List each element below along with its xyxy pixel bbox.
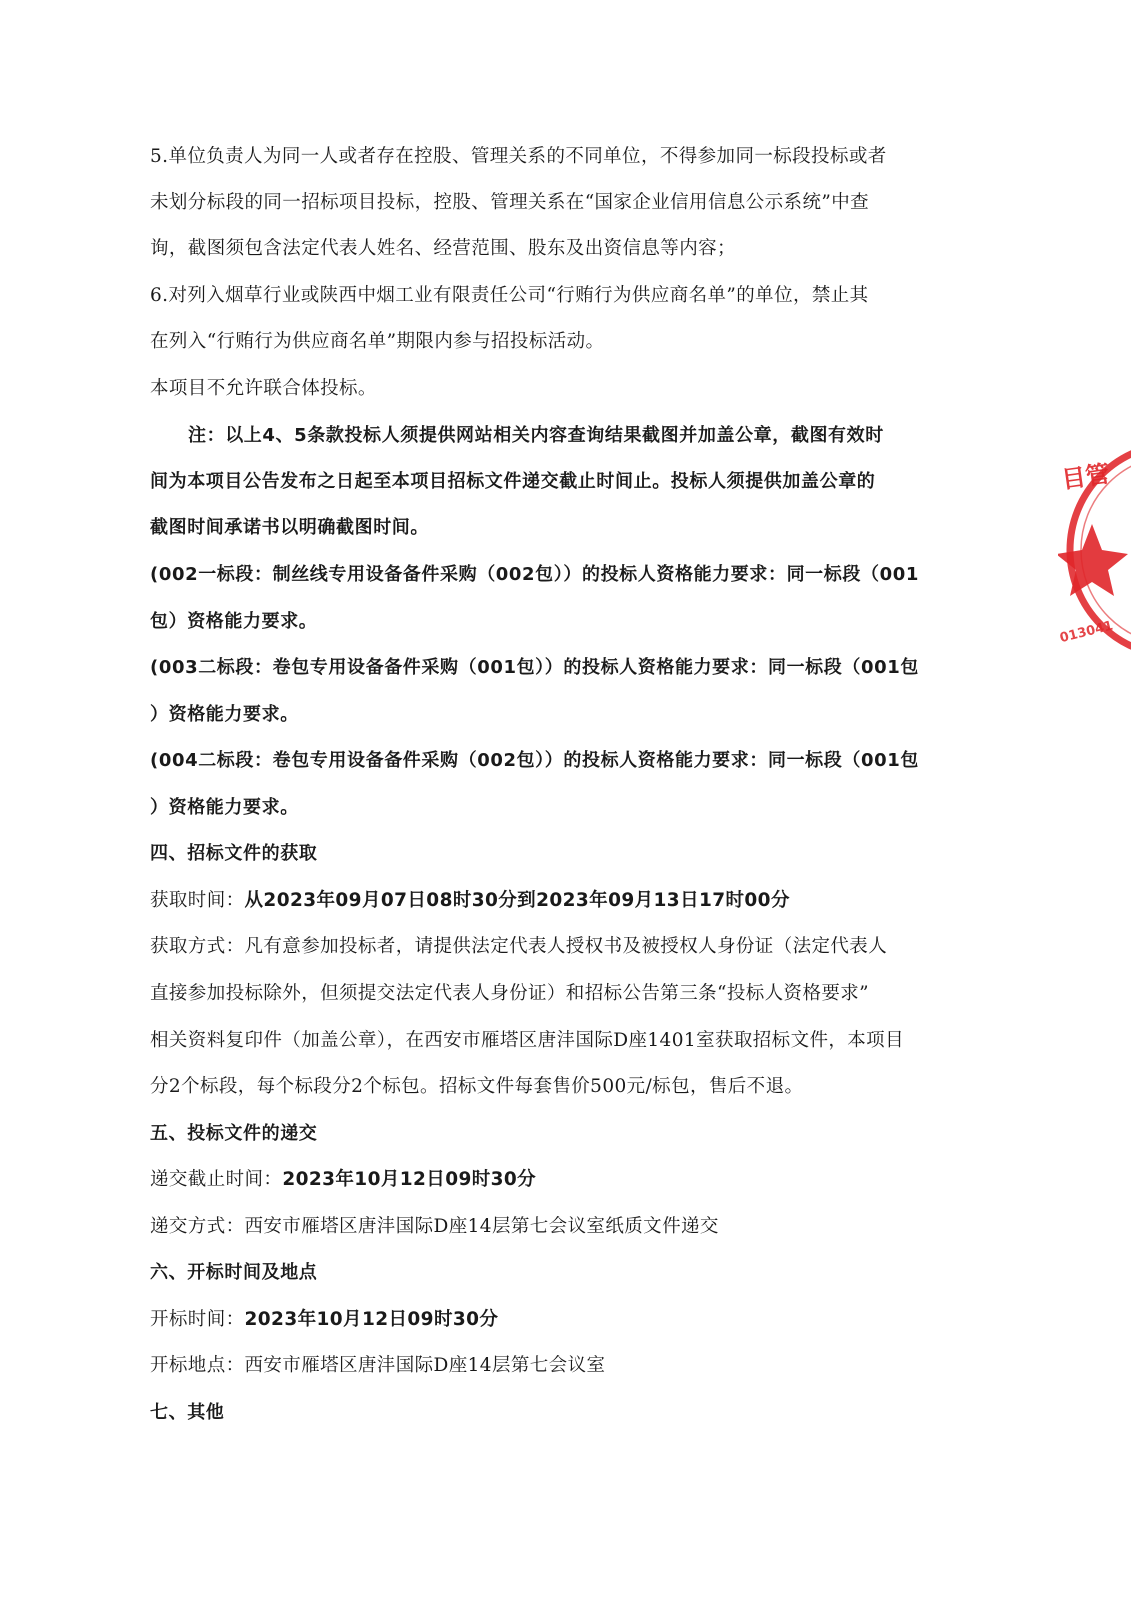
seal-stamp-icon [1058,440,1131,660]
obtain-time-label: 获取时间： [150,890,245,911]
open-time-label: 开标时间： [150,1309,245,1330]
lot-002-line-2: 包）资格能力要求。 [150,611,318,632]
clause-6-line-1: 6.对列入烟草行业或陕西中烟工业有限责任公司“行贿行为供应商名单”的单位，禁止其 [150,285,869,306]
obtain-time [150,878,790,924]
clause-5-line-1: 5.单位负责人为同一人或者存在控股、管理关系的不同单位，不得参加同一标段投标或者 [150,146,887,167]
section-4-title: 四、招标文件的获取 [150,843,318,864]
seal-text-bottom: 013041 [1058,618,1115,647]
section-6-title: 六、开标时间及地点 [150,1262,318,1283]
obtain-method-line-1: 获取方式：凡有意参加投标者，请提供法定代表人授权书及被授权人身份证（法定代表人 [150,936,888,957]
lot-004-line-2: ）资格能力要求。 [150,797,299,818]
open-time [150,1297,498,1343]
clause-5-line-3: 询，截图须包含法定代表人姓名、经营范围、股东及出资信息等内容； [150,238,736,259]
obtain-time-value: 从2023年09月07日08时30分到2023年09月13日17时00分 [244,890,790,911]
submit-deadline-label: 递交截止时间： [150,1169,283,1190]
obtain-method-line-2: 直接参加投标除外，但须提交法定代表人身份证）和招标公告第三条“投标人资格要求” [150,983,870,1004]
open-place: 开标地点：西安市雁塔区唐沣国际D座14层第七会议室 [150,1355,606,1376]
open-time-value: 2023年10月12日09时30分 [244,1309,499,1330]
lot-003-line-1: (003二标段：卷包专用设备备件采购（001包））的投标人资格能力要求：同一标段（001包 [150,657,919,678]
lot-003-line-2: ）资格能力要求。 [150,704,299,725]
submit-method: 递交方式：西安市雁塔区唐沣国际D座14层第七会议室纸质文件递交 [150,1216,719,1237]
obtain-method-line-3: 相关资料复印件（加盖公章），在西安市雁塔区唐沣国际D座1401室获取招标文件，本项目 [150,1030,904,1051]
note-line-3: 截图时间承诺书以明确截图时间。 [150,517,429,538]
obtain-method-line-4: 分2个标段，每个标段分2个标包。招标文件每套售价500元/标包，售后不退。 [150,1076,804,1097]
note-line-1: 注：以上4、5条款投标人须提供网站相关内容查询结果截图并加盖公章，截图有效时 [188,425,884,446]
clause-5-line-2: 未划分标段的同一招标项目投标，控股、管理关系在“国家企业信用信息公示系统”中查 [150,192,870,213]
section-5-title: 五、投标文件的递交 [150,1123,318,1144]
lot-002-line-1: (002一标段：制丝线专用设备备件采购（002包））的投标人资格能力要求：同一标段（001 [150,564,919,585]
seal-text-top: 目管 [1059,459,1112,495]
no-consortium-text: 本项目不允许联合体投标。 [150,378,377,399]
company-seal [1058,440,1131,660]
clause-6-line-2: 在列入“行贿行为供应商名单”期限内参与招投标活动。 [150,331,605,352]
submit-deadline [150,1157,536,1203]
submit-deadline-value: 2023年10月12日09时30分 [282,1169,537,1190]
note-line-2: 间为本项目公告发布之日起至本项目招标文件递交截止时间止。投标人须提供加盖公章的 [150,471,876,492]
section-7-title: 七、其他 [150,1402,225,1423]
lot-004-line-1: (004二标段：卷包专用设备备件采购（002包））的投标人资格能力要求：同一标段（001包 [150,750,919,771]
